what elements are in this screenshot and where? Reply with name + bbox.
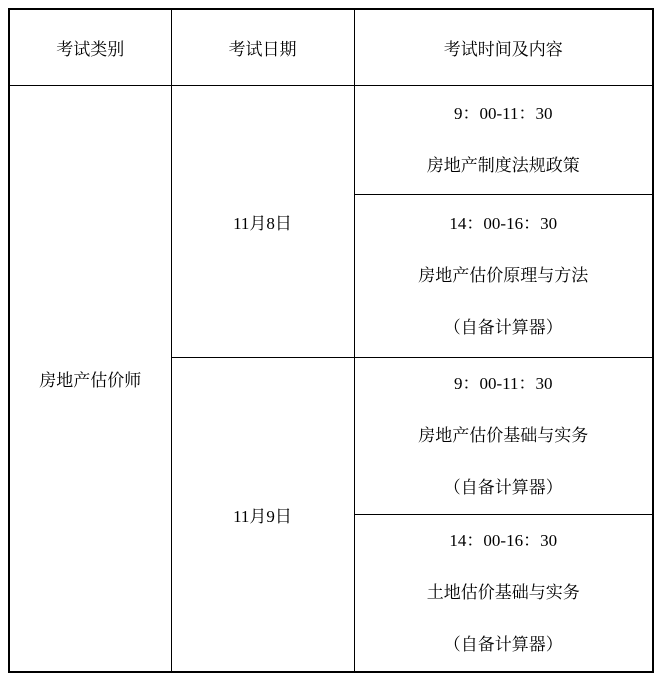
- session-time: 9：00-11：30: [453, 103, 553, 123]
- session-subject: 房地产制度法规政策: [426, 155, 580, 175]
- session-cell-nov9-morning: [354, 357, 653, 514]
- table-row: [9, 85, 653, 194]
- exam-schedule-table: [8, 8, 654, 673]
- session-note: （自备计算器）: [443, 477, 563, 497]
- session-note: （自备计算器）: [443, 634, 563, 654]
- session-subject: 土地估价基础与实务: [426, 582, 580, 602]
- session-time: 14：00-16：30: [449, 213, 558, 233]
- session-cell-nov8-afternoon: [354, 194, 653, 357]
- header-exam-time-content: 考试时间及内容: [354, 9, 653, 85]
- header-exam-category: 考试类别: [9, 9, 171, 85]
- session-subject: 房地产估价原理与方法: [418, 265, 589, 285]
- session-subject: 房地产估价基础与实务: [418, 425, 589, 445]
- table-header-row: [9, 9, 653, 85]
- category-cell: 房地产估价师: [9, 85, 171, 672]
- date-cell-nov8: 11月8日: [171, 85, 354, 357]
- header-exam-date: 考试日期: [171, 9, 354, 85]
- session-time: 9：00-11：30: [453, 373, 553, 393]
- session-cell-nov8-morning: [354, 85, 653, 194]
- session-note: （自备计算器）: [443, 317, 563, 337]
- session-cell-nov9-afternoon: [354, 514, 653, 672]
- session-time: 14：00-16：30: [449, 530, 558, 550]
- date-cell-nov9: 11月9日: [171, 357, 354, 672]
